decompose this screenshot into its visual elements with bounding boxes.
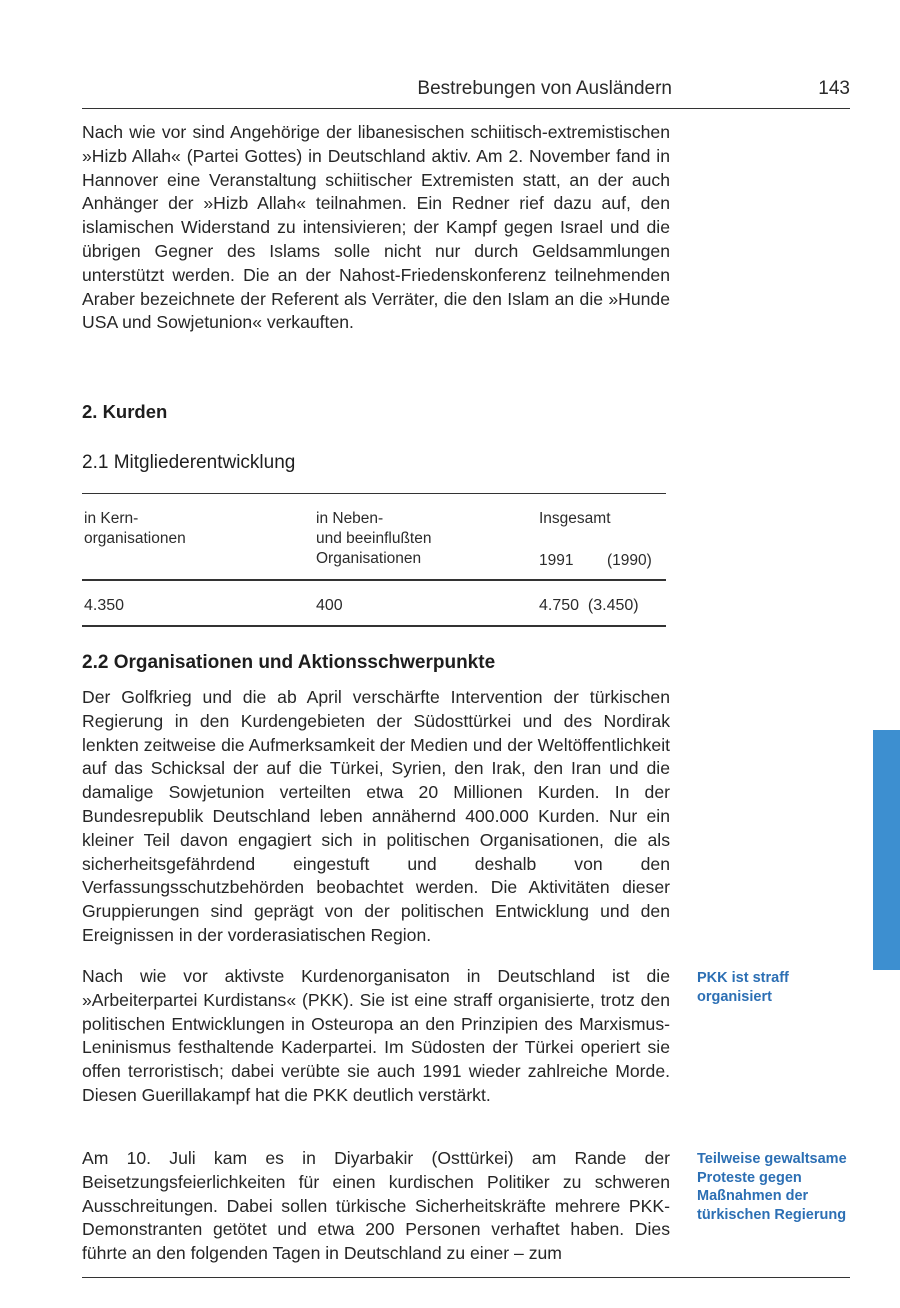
running-header	[82, 76, 850, 104]
table-header-kern: in Kern- organisationen	[84, 510, 186, 547]
header-rule	[82, 108, 850, 109]
footer-rule	[82, 1277, 850, 1278]
paragraph-hizb-allah: Nach wie vor sind Angehörige der libanesischen schiitisch-extremistischen »Hizb Allah« (Partei Gottes) in Deutschland aktiv. Am 2. November fand in Hannover eine Veranstaltung schiitischer Extremisten statt, an der auch Anhänger der »Hizb Allah« teilnahmen. Ein Redner rief dazu auf, den islamischen Widerstand zu intensivieren; der Kampf gegen Israel und die übrigen Gegner des Islams solle nicht nur durch Geldsammlungen unterstützt werden. Die an der Nahost-Friedenskonferenz teilnehmenden Araber bezeichnete der Referent als Verräter, die den Islam an die »Hunde USA und Sowjetunion« verkauften.	[82, 122, 670, 333]
membership-table	[82, 493, 666, 627]
table-header-year: 1991	[539, 552, 574, 569]
table-cell-neben: 400	[316, 597, 343, 614]
subheading-organisationen: 2.2 Organisationen und Aktionsschwerpunkte	[82, 652, 496, 673]
section-heading-kurden: 2. Kurden	[82, 401, 168, 422]
table-cell-kern: 4.350	[84, 597, 125, 614]
table-cell-insgesamt: 4.750 (3.450)	[539, 597, 639, 614]
header-title: Bestrebungen von Ausländern	[417, 78, 672, 99]
table-header-insgesamt: Insgesamt	[539, 510, 611, 527]
chapter-thumb-tab	[873, 730, 900, 970]
table-rule-top	[82, 493, 666, 494]
margin-note-proteste: Teilweise gewaltsame Proteste gegen Maßnahmen der türkischen Regierung	[697, 1151, 847, 1223]
table-rule-bottom	[82, 625, 666, 627]
paragraph-golfkrieg: Der Golfkrieg und die ab April verschärfte Intervention der türkischen Regierung in den Kurdengebieten der Südosttürkei und des Nordirak lenkten zeitweise die Aufmerksamkeit der Medien und der Weltöffentlichkeit auf das Schicksal der auf die Türkei, Syrien, den Irak, den Iran und die damalige Sowjetunion verteilten etwa 20 Millionen Kurden. In der Bundesrepublik Deutschland leben annähernd 400.000 Kurden. Nur ein kleiner Teil davon engagiert sich in politischen Organisationen, die als sicherheitsgefährdend eingestuft und deshalb von den Verfassungsschutzbehörden beobachtet werden. Die Aktivitäten dieser Gruppierungen sind geprägt von der politischen Entwicklung und den Ereignissen in der vorderasiatischen Region.	[82, 687, 670, 945]
table-rule-mid	[82, 579, 666, 581]
subheading-mitgliederentwicklung: 2.1 Mitgliederentwicklung	[82, 452, 296, 473]
table-header-prev-year: (1990)	[607, 552, 652, 569]
table-header-neben: in Neben- und beeinflußten Organisationen	[316, 510, 432, 567]
margin-note-pkk: PKK ist straff organisiert	[697, 970, 789, 1005]
paragraph-diyarbakir: Am 10. Juli kam es in Diyarbakir (Osttürkei) am Rande der Beisetzungsfeierlichkeiten für einen kurdischen Politiker zu schweren Ausschreitungen. Dabei sollen türkische Sicherheitskräfte mehrere PKK-Demonstranten getötet und etwa 200 Personen verhaftet haben. Dies führte an den folgenden Tagen in Deutschland zu einer – zum	[82, 1148, 670, 1264]
page-number: 143	[818, 78, 850, 99]
paragraph-pkk: Nach wie vor aktivste Kurdenorganisaton in Deutschland ist die »Arbeiterpartei Kurdistans« (PKK). Sie ist eine straff organisierte, trotz den politischen Entwicklungen in Osteuropa an den Prinzipien des Marxismus-Leninismus festhaltende Kaderpartei. Im Südosten der Türkei operiert sie offen terroristisch; dabei verübte sie auch 1991 wieder zahlreiche Morde. Diesen Guerillakampf hat die PKK deutlich verstärkt.	[82, 966, 670, 1105]
